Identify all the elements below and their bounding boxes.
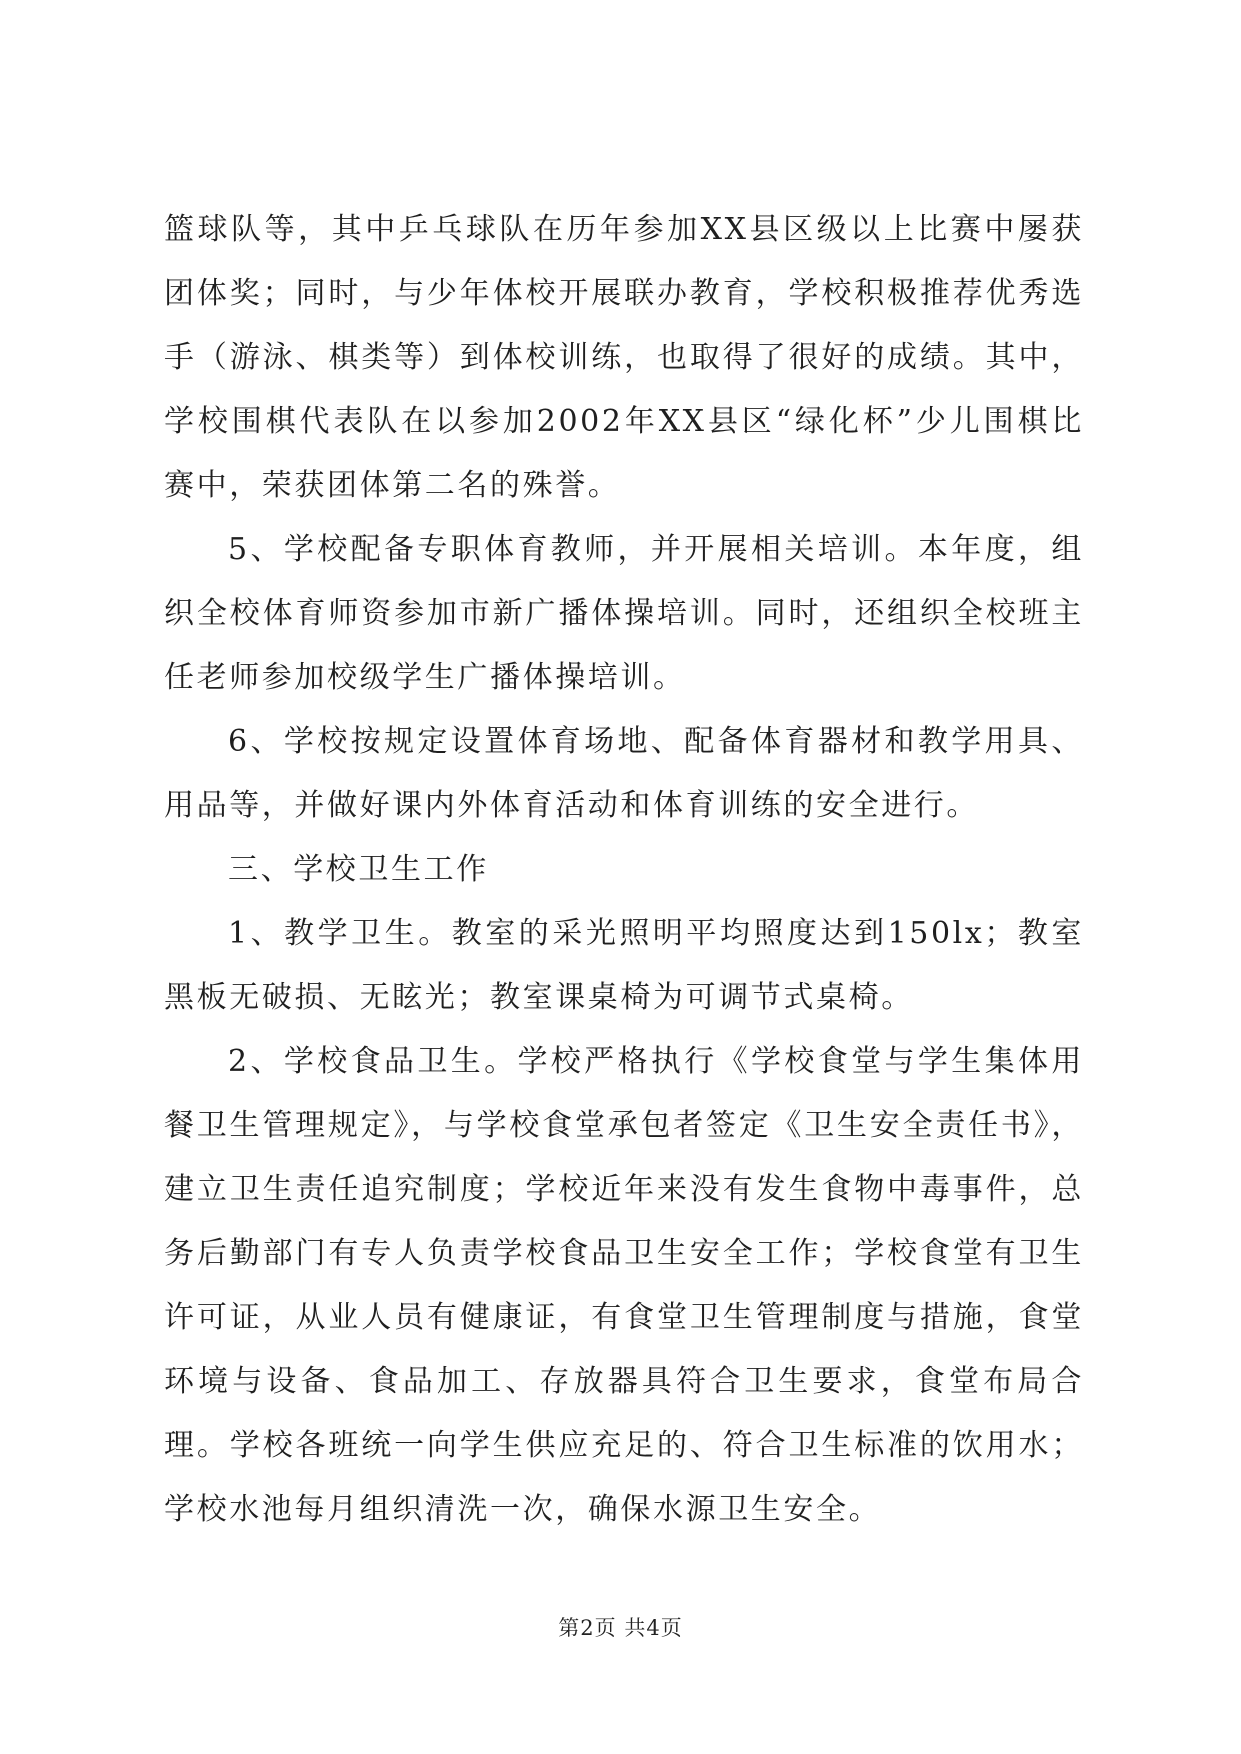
page-footer: 第2页 共4页 [558, 1616, 683, 1640]
paragraph-food-hygiene: 2、学校食品卫生。学校严格执行《学校食堂与学生集体用餐卫生管理规定》，与学校食堂承包者签定《卫生安全责任书》，建立卫生责任追究制度；学校近年来没有发生食物中毒事件，总务后勤部门有专人负责学校食品卫生安全工作；学校食堂有卫生许可证，从业人员有健康证，有食堂卫生管理制度与措施，食堂环境与设备、食品加工、存放器具符合卫生要求，食堂布局合理。学校各班统一向学生供应充足的、符合卫生标准的饮用水；学校水池每月组织清洗一次，确保水源卫生安全。 [164, 1044, 1084, 1527]
paragraph-teaching-hygiene: 1、教学卫生。教室的采光照明平均照度达到150lx；教室黑板无破损、无眩光；教室课桌椅为可调节式桌椅。 [164, 916, 1084, 1015]
section-heading-hygiene: 三、学校卫生工作 [228, 852, 489, 887]
paragraph-item-5: 5、学校配备专职体育教师，并开展相关培训。本年度，组织全校体育师资参加市新广播体操培训。同时，还组织全校班主任老师参加校级学生广播体操培训。 [164, 532, 1084, 695]
paragraph-continuation: 篮球队等，其中乒乓球队在历年参加XX县区级以上比赛中屡获团体奖；同时，与少年体校开展联办教育，学校积极推荐优秀选手（游泳、棋类等）到体校训练，也取得了很好的成绩。其中，学校围棋代表队在以参加2002年XX县区“绿化杯”少儿围棋比赛中，荣获团体第二名的殊誉。 [164, 212, 1084, 503]
document-body [164, 198, 1084, 1542]
paragraph-item-6: 6、学校按规定设置体育场地、配备体育器材和教学用具、用品等，并做好课内外体育活动和体育训练的安全进行。 [164, 724, 1084, 823]
